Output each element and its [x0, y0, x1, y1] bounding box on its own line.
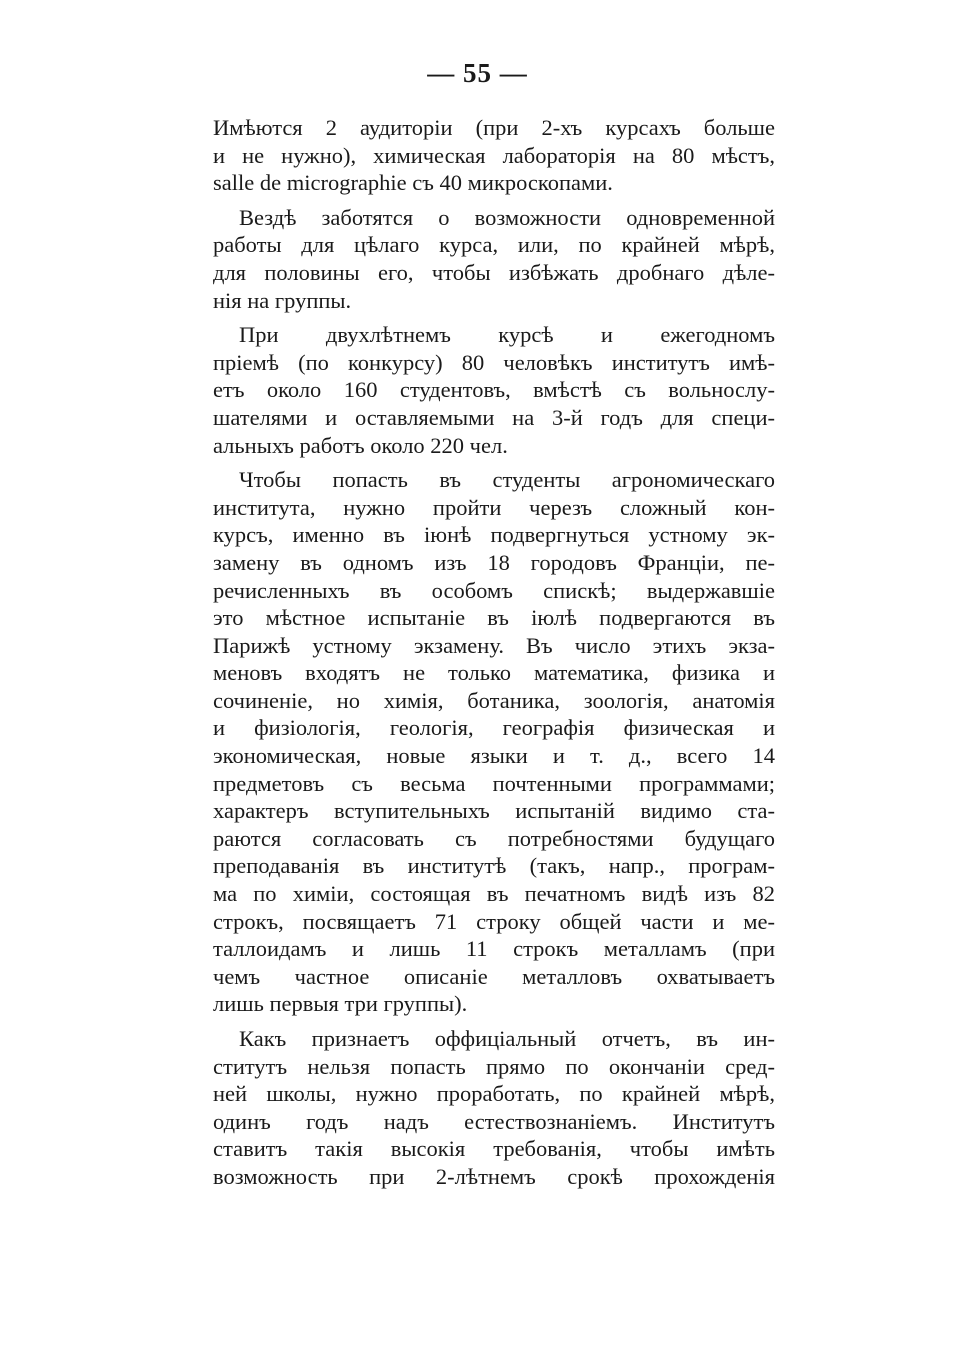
paragraph-5 [213, 1025, 775, 1191]
paragraph-2 [213, 204, 775, 314]
text-line: сочиненіе, но химія, ботаника, зоологія, анатомія [213, 687, 775, 713]
text-line: чемъ частное описаніе металловъ охватываетъ [213, 963, 775, 989]
text-line: и физіологія, геологія, географія физическая и [213, 715, 775, 741]
text-line: ма по химіи, состоящая въ печатномъ видѣ изъ 82 [213, 881, 775, 907]
text-line: института, нужно пройти черезъ сложный кон- [213, 494, 775, 520]
text-line: ститутъ нельзя попасть прямо по окончаніи сред- [213, 1053, 775, 1079]
text-line: Чтобы попасть въ студенты агрономическаго [239, 467, 775, 493]
text-line: Вездѣ заботятся о возможности одновременной [239, 204, 775, 230]
text-line: меновъ входятъ не только математика, физика и [213, 660, 775, 686]
text-line: таллоидамъ и лишь 11 строкъ металламъ (при [213, 936, 775, 962]
text-line: salle de micrographie съ 40 микроскопами. [213, 170, 613, 196]
text-line: лишь первыя три группы). [213, 991, 468, 1017]
text-line: работы для цѣлаго курса, или, по крайней мѣрѣ, [213, 232, 775, 258]
text-line: предметовъ съ весьма почтенными программами; [213, 770, 775, 796]
text-line: характеръ вступительныхъ испытаній видимо ста- [213, 798, 775, 824]
paragraph-3 [213, 321, 775, 459]
text-line: строкъ, посвящаетъ 71 строку общей части и ме- [213, 908, 775, 934]
text-line: возможность при 2-лѣтнемъ срокѣ прохожденія [213, 1163, 775, 1189]
text-line: Имѣются 2 аудиторіи (при 2-хъ курсахъ больше [213, 115, 775, 140]
paragraph-1 [213, 114, 775, 197]
body-text [213, 114, 775, 1198]
text-line: раются согласовать съ потребностями будущаго [213, 825, 775, 851]
text-line: Парижѣ устному экзамену. Въ число этихъ экза- [213, 632, 775, 658]
text-line: ней школы, нужно проработать, по крайней мѣрѣ, [213, 1081, 775, 1107]
text-line: етъ около 160 студентовъ, вмѣстѣ съ вольнослу- [213, 377, 775, 403]
text-line: курсъ, именно въ іюнѣ подвергнуться устному эк- [213, 522, 775, 548]
page-number: — 55 — [427, 58, 528, 88]
text-line: преподаванія въ институтѣ (такъ, напр., програм- [213, 853, 775, 879]
text-line: Какъ признаетъ оффиціальный отчетъ, въ ин- [239, 1026, 775, 1051]
text-line: это мѣстное испытаніе въ іюлѣ подвергаются въ [213, 605, 775, 631]
text-line: одинъ годъ надъ естествознаніемъ. Институтъ [213, 1108, 775, 1134]
text-line: ставитъ такія высокія требованія, чтобы имѣть [213, 1136, 775, 1162]
text-line: альныхъ работъ около 220 чел. [213, 432, 508, 458]
text-line: пріемѣ (по конкурсу) 80 человѣкъ институтъ имѣ- [213, 349, 775, 375]
text-line: экономическая, новые языки и т. д., всего 14 [213, 743, 775, 769]
text-line: замену въ одномъ изъ 18 городовъ Франціи, пе- [213, 549, 775, 575]
text-line: При двухлѣтнемъ курсѣ и ежегодномъ [239, 322, 775, 348]
text-line: для половины его, чтобы избѣжать дробнаго дѣле- [213, 259, 775, 285]
paragraph-4 [213, 466, 775, 1018]
text-line: речисленныхъ въ особомъ спискѣ; выдержавшіе [213, 577, 775, 603]
text-line: шателями и оставляемыми на 3-й годъ для специ- [213, 404, 775, 430]
text-line: и не нужно), химическая лабораторія на 80 мѣстъ, [213, 142, 775, 168]
text-line: нія на группы. [213, 287, 352, 313]
